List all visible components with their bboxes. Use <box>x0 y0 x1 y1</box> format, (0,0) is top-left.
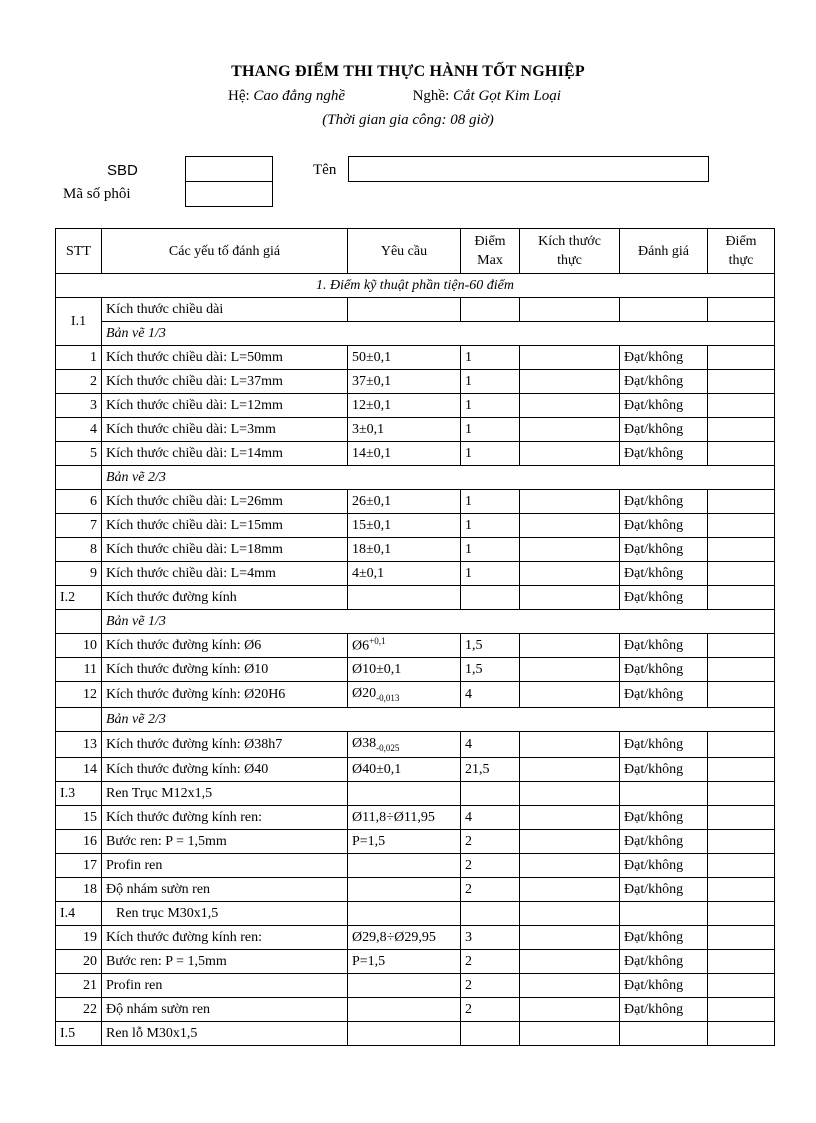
actual-cell[interactable] <box>520 682 620 708</box>
stt-cell: 11 <box>56 658 102 682</box>
header-eval: Đánh giá <box>620 229 708 274</box>
actual-cell[interactable] <box>520 732 620 758</box>
criteria-cell: Độ nhám sườn ren <box>102 878 348 902</box>
group-title: Ren lỗ M30x1,5 <box>102 1022 348 1046</box>
eval-cell: Đạt/không <box>620 658 708 682</box>
req-cell <box>348 854 461 878</box>
max-cell: 4 <box>461 682 520 708</box>
section-row <box>56 274 775 298</box>
criteria-cell: Kích thước đường kính ren: <box>102 806 348 830</box>
criteria-cell: Kích thước đường kính ren: <box>102 926 348 950</box>
table-row <box>56 878 775 902</box>
stt-cell: 12 <box>56 682 102 708</box>
criteria-cell: Bước ren: P = 1,5mm <box>102 830 348 854</box>
sbd-label: SBD <box>107 162 138 179</box>
table-row <box>56 658 775 682</box>
nghe-value: Cắt Gọt Kim Loại <box>453 88 561 104</box>
stt-cell: 21 <box>56 974 102 998</box>
max-cell: 2 <box>461 878 520 902</box>
criteria-cell: Kích thước chiều dài: L=26mm <box>102 490 348 514</box>
stt-cell: 7 <box>56 514 102 538</box>
group-title: Kích thước đường kính <box>102 586 348 610</box>
max-cell: 2 <box>461 950 520 974</box>
req-cell: 4±0,1 <box>348 562 461 586</box>
score-cell[interactable] <box>708 732 775 758</box>
criteria-cell: Kích thước đường kính: Ø38h7 <box>102 732 348 758</box>
stt-cell: 20 <box>56 950 102 974</box>
max-cell: 21,5 <box>461 758 520 782</box>
group-id: I.5 <box>56 1022 102 1046</box>
max-cell: 1 <box>461 370 520 394</box>
header-max <box>461 229 520 274</box>
table-row <box>56 732 775 758</box>
criteria-cell: Kích thước chiều dài: L=18mm <box>102 538 348 562</box>
actual-cell[interactable] <box>520 394 620 418</box>
score-cell[interactable] <box>708 830 775 854</box>
header-score-2: thực <box>728 253 754 268</box>
max-cell: 1 <box>461 442 520 466</box>
actual-cell[interactable] <box>520 878 620 902</box>
criteria-cell: Kích thước chiều dài: L=12mm <box>102 394 348 418</box>
eval-cell: Đạt/không <box>620 806 708 830</box>
group-id: I.4 <box>56 902 102 926</box>
actual-cell[interactable] <box>520 538 620 562</box>
table-row <box>56 418 775 442</box>
table-row <box>56 806 775 830</box>
max-cell: 1 <box>461 418 520 442</box>
table-row <box>56 974 775 998</box>
group-id: I.3 <box>56 782 102 806</box>
group-row <box>56 902 775 926</box>
actual-cell[interactable] <box>520 634 620 658</box>
criteria-cell: Kích thước đường kính: Ø40 <box>102 758 348 782</box>
criteria-cell: Kích thước chiều dài: L=15mm <box>102 514 348 538</box>
actual-cell[interactable] <box>520 998 620 1022</box>
eval-cell: Đạt/không <box>620 732 708 758</box>
eval-cell: Đạt/không <box>620 490 708 514</box>
actual-cell[interactable] <box>520 562 620 586</box>
req-cell: 50±0,1 <box>348 346 461 370</box>
group-title: Ren trục M30x1,5 <box>102 902 348 926</box>
stt-cell: 15 <box>56 806 102 830</box>
stt-cell: 2 <box>56 370 102 394</box>
table-row <box>56 490 775 514</box>
table-row <box>56 394 775 418</box>
actual-cell[interactable] <box>520 514 620 538</box>
stt-cell: 16 <box>56 830 102 854</box>
table-row <box>56 538 775 562</box>
max-cell: 1 <box>461 490 520 514</box>
score-cell[interactable] <box>708 658 775 682</box>
max-cell: 2 <box>461 830 520 854</box>
stt-cell: 5 <box>56 442 102 466</box>
eval-cell: Đạt/không <box>620 634 708 658</box>
actual-cell[interactable] <box>520 658 620 682</box>
table-row <box>56 926 775 950</box>
stt-cell: 10 <box>56 634 102 658</box>
ten-label: Tên <box>313 162 337 178</box>
eval-cell: Đạt/không <box>620 442 708 466</box>
criteria-cell: Kích thước chiều dài: L=50mm <box>102 346 348 370</box>
score-cell[interactable] <box>708 562 775 586</box>
header-req: Yêu cầu <box>348 229 461 274</box>
header-max-2: Max <box>477 253 503 268</box>
stt-cell: 4 <box>56 418 102 442</box>
req-cell: Ø10±0,1 <box>348 658 461 682</box>
req-cell: 37±0,1 <box>348 370 461 394</box>
req-cell <box>348 732 461 758</box>
drawing-label: Bản vẽ 2/3 <box>102 708 775 732</box>
table-row <box>56 370 775 394</box>
req-cell <box>348 682 461 708</box>
max-cell: 3 <box>461 926 520 950</box>
criteria-cell: Profin ren <box>102 854 348 878</box>
grading-table <box>55 228 775 1046</box>
req-cell: P=1,5 <box>348 950 461 974</box>
table-row <box>56 634 775 658</box>
stt-cell: 3 <box>56 394 102 418</box>
group-id: I.2 <box>56 586 102 610</box>
table-row <box>56 830 775 854</box>
score-cell[interactable] <box>708 854 775 878</box>
header-score <box>708 229 775 274</box>
eval-cell: Đạt/không <box>620 998 708 1022</box>
criteria-cell: Kích thước chiều dài: L=4mm <box>102 562 348 586</box>
criteria-cell: Kích thước đường kính: Ø10 <box>102 658 348 682</box>
req-cell: 14±0,1 <box>348 442 461 466</box>
eval-cell: Đạt/không <box>620 950 708 974</box>
req-cell: 15±0,1 <box>348 514 461 538</box>
header-criteria: Các yếu tố đánh giá <box>102 229 348 274</box>
score-cell[interactable] <box>708 514 775 538</box>
score-cell[interactable] <box>708 418 775 442</box>
header-score-1: Điểm <box>725 234 757 249</box>
stt-cell: 14 <box>56 758 102 782</box>
req-cell: 12±0,1 <box>348 394 461 418</box>
stt-cell: 19 <box>56 926 102 950</box>
group-row <box>56 782 775 806</box>
criteria-cell: Kích thước đường kính: Ø6 <box>102 634 348 658</box>
group-title: Kích thước chiều dài <box>102 298 348 322</box>
criteria-cell: Độ nhám sườn ren <box>102 998 348 1022</box>
eval-cell: Đạt/không <box>620 926 708 950</box>
score-cell[interactable] <box>708 998 775 1022</box>
actual-cell[interactable] <box>520 418 620 442</box>
criteria-cell: Profin ren <box>102 974 348 998</box>
table-row <box>56 682 775 708</box>
eval-cell: Đạt/không <box>620 758 708 782</box>
max-cell: 1 <box>461 538 520 562</box>
section-1-title: 1. Điểm kỹ thuật phần tiện-60 điểm <box>56 274 775 298</box>
score-cell[interactable] <box>708 950 775 974</box>
drawing-label: Bản vẽ 2/3 <box>102 466 775 490</box>
table-row <box>56 442 775 466</box>
eval-cell: Đạt/không <box>620 854 708 878</box>
score-cell[interactable] <box>708 682 775 708</box>
actual-cell[interactable] <box>520 806 620 830</box>
score-cell[interactable] <box>708 346 775 370</box>
max-cell: 2 <box>461 974 520 998</box>
actual-cell[interactable] <box>520 974 620 998</box>
req-base: Ø6 <box>352 638 370 654</box>
req-sub: -0,025 <box>376 742 400 753</box>
req-cell: P=1,5 <box>348 830 461 854</box>
eval-cell: Đạt/không <box>620 682 708 708</box>
table-row <box>56 514 775 538</box>
score-cell[interactable] <box>708 926 775 950</box>
req-cell <box>348 998 461 1022</box>
max-cell: 1 <box>461 346 520 370</box>
req-base: Ø20 <box>352 686 377 702</box>
group-id: I.1 <box>56 298 102 346</box>
page-title: THANG ĐIỂM THI THỰC HÀNH TỐT NGHIỆP <box>231 63 585 80</box>
stt-cell: 9 <box>56 562 102 586</box>
req-cell: Ø11,8÷Ø11,95 <box>348 806 461 830</box>
table-row <box>56 950 775 974</box>
max-cell: 4 <box>461 806 520 830</box>
actual-cell[interactable] <box>520 854 620 878</box>
table-row <box>56 758 775 782</box>
group-row <box>56 1022 775 1046</box>
score-cell[interactable] <box>708 370 775 394</box>
eval-cell: Đạt/không <box>620 974 708 998</box>
actual-cell[interactable] <box>520 830 620 854</box>
header-actual-2: thực <box>557 253 582 268</box>
sbd-field[interactable] <box>185 156 273 182</box>
table-row <box>56 854 775 878</box>
group-title: Ren Trục M12x1,5 <box>102 782 348 806</box>
criteria-cell: Kích thước chiều dài: L=14mm <box>102 442 348 466</box>
actual-cell[interactable] <box>520 490 620 514</box>
drawing-row <box>56 610 775 634</box>
stt-cell: 1 <box>56 346 102 370</box>
actual-cell[interactable] <box>520 442 620 466</box>
time-note: (Thời gian gia công: 08 giờ) <box>322 112 494 128</box>
stt-cell: 8 <box>56 538 102 562</box>
criteria-cell: Kích thước chiều dài: L=3mm <box>102 418 348 442</box>
req-cell <box>348 974 461 998</box>
max-cell: 1,5 <box>461 658 520 682</box>
eval-cell: Đạt/không <box>620 514 708 538</box>
eval-cell: Đạt/không <box>620 418 708 442</box>
stt-cell: 13 <box>56 732 102 758</box>
req-cell: Ø40±0,1 <box>348 758 461 782</box>
group-row <box>56 586 775 610</box>
criteria-cell: Kích thước đường kính: Ø20H6 <box>102 682 348 708</box>
score-cell[interactable] <box>708 538 775 562</box>
stt-cell: 6 <box>56 490 102 514</box>
score-cell[interactable] <box>708 758 775 782</box>
header-max-1: Điểm <box>474 234 506 249</box>
max-cell: 1 <box>461 562 520 586</box>
stt-cell: 17 <box>56 854 102 878</box>
max-cell: 2 <box>461 854 520 878</box>
score-cell[interactable] <box>708 394 775 418</box>
nghe-label: Nghề: <box>412 88 450 104</box>
actual-cell[interactable] <box>520 370 620 394</box>
score-cell[interactable] <box>708 974 775 998</box>
eval-cell: Đạt/không <box>620 586 708 610</box>
score-cell[interactable] <box>708 878 775 902</box>
criteria-cell: Bước ren: P = 1,5mm <box>102 950 348 974</box>
eval-cell: Đạt/không <box>620 370 708 394</box>
table-row <box>56 346 775 370</box>
req-sup: +0,1 <box>369 636 386 647</box>
drawing-label: Bản vẽ 1/3 <box>102 322 775 346</box>
eval-cell: Đạt/không <box>620 878 708 902</box>
group-row <box>56 298 775 322</box>
table-header <box>56 229 775 274</box>
ten-field[interactable] <box>348 156 709 182</box>
header-actual <box>520 229 620 274</box>
max-cell: 1 <box>461 394 520 418</box>
score-cell[interactable] <box>708 490 775 514</box>
actual-cell[interactable] <box>520 346 620 370</box>
drawing-row <box>56 466 775 490</box>
req-sub: -0,013 <box>376 692 400 703</box>
max-cell: 1 <box>461 514 520 538</box>
ma-so-field[interactable] <box>185 181 273 207</box>
actual-cell[interactable] <box>520 950 620 974</box>
header-stt: STT <box>56 229 102 274</box>
table-row <box>56 562 775 586</box>
max-cell: 4 <box>461 732 520 758</box>
header-actual-1: Kích thước <box>538 234 601 249</box>
max-cell: 2 <box>461 998 520 1022</box>
he-value: Cao đẳng nghề <box>253 88 346 104</box>
score-cell[interactable] <box>708 634 775 658</box>
req-cell: 3±0,1 <box>348 418 461 442</box>
eval-cell: Đạt/không <box>620 538 708 562</box>
eval-cell: Đạt/không <box>620 394 708 418</box>
stt-cell: 18 <box>56 878 102 902</box>
req-cell: 18±0,1 <box>348 538 461 562</box>
actual-cell[interactable] <box>520 758 620 782</box>
req-cell <box>348 878 461 902</box>
eval-cell: Đạt/không <box>620 830 708 854</box>
subtitle-line <box>228 88 561 105</box>
drawing-label: Bản vẽ 1/3 <box>102 610 775 634</box>
max-cell: 1,5 <box>461 634 520 658</box>
drawing-row <box>56 322 775 346</box>
score-cell[interactable] <box>708 442 775 466</box>
drawing-row <box>56 708 775 732</box>
req-cell: Ø29,8÷Ø29,95 <box>348 926 461 950</box>
actual-cell[interactable] <box>520 926 620 950</box>
ma-so-label: Mã số phôi <box>63 186 131 202</box>
eval-cell: Đạt/không <box>620 562 708 586</box>
req-cell: 26±0,1 <box>348 490 461 514</box>
eval-cell: Đạt/không <box>620 346 708 370</box>
req-cell <box>348 634 461 658</box>
criteria-cell: Kích thước chiều dài: L=37mm <box>102 370 348 394</box>
score-cell[interactable] <box>708 806 775 830</box>
req-base: Ø38 <box>352 736 377 752</box>
table-row <box>56 998 775 1022</box>
he-label: Hệ: <box>228 88 250 104</box>
stt-cell: 22 <box>56 998 102 1022</box>
